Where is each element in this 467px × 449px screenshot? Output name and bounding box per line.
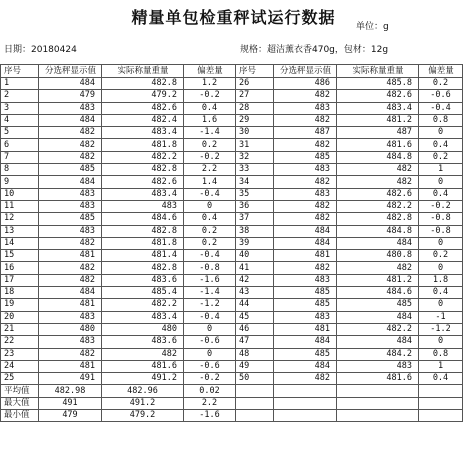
empty-cell (419, 397, 463, 409)
actual-weight-cell: 482.6 (337, 188, 419, 200)
actual-weight-cell: 481.8 (102, 237, 184, 249)
deviation-cell: -1.4 (184, 127, 236, 139)
seq-cell: 11 (1, 200, 39, 212)
deviation-cell: -0.4 (184, 250, 236, 262)
table-row (1, 90, 463, 102)
display-value-cell: 485 (274, 299, 337, 311)
empty-cell (274, 397, 337, 409)
table-row (1, 127, 463, 139)
actual-weight-cell: 484.8 (337, 151, 419, 163)
table-row (1, 250, 463, 262)
deviation-cell: 0.2 (419, 250, 463, 262)
display-value-cell: 486 (274, 78, 337, 90)
actual-weight-cell: 482.6 (337, 90, 419, 102)
table-row (1, 102, 463, 114)
display-value-cell: 481 (39, 299, 102, 311)
deviation-cell: -0.2 (184, 373, 236, 385)
summary-display-value: 482.98 (39, 385, 102, 397)
display-value-cell: 483 (274, 102, 337, 114)
seq-cell: 17 (1, 274, 39, 286)
actual-weight-cell: 483.4 (102, 188, 184, 200)
deviation-cell: 0.2 (419, 78, 463, 90)
deviation-cell: -0.8 (419, 225, 463, 237)
display-value-cell: 483 (39, 102, 102, 114)
summary-deviation: -1.6 (184, 410, 236, 422)
table-row (1, 336, 463, 348)
column-header: 偏差量 (184, 65, 236, 78)
empty-cell (236, 410, 274, 422)
seq-cell: 20 (1, 311, 39, 323)
seq-cell: 15 (1, 250, 39, 262)
actual-weight-cell: 481.6 (337, 373, 419, 385)
table-row (1, 225, 463, 237)
seq-cell: 44 (236, 299, 274, 311)
table-row (1, 373, 463, 385)
actual-weight-cell: 480.8 (337, 250, 419, 262)
display-value-cell: 482 (274, 262, 337, 274)
deviation-cell: 0.8 (419, 114, 463, 126)
display-value-cell: 482 (39, 348, 102, 360)
seq-cell: 24 (1, 360, 39, 372)
actual-weight-cell: 481.2 (337, 114, 419, 126)
deviation-cell: 0 (184, 323, 236, 335)
display-value-cell: 483 (39, 200, 102, 212)
display-value-cell: 485 (274, 348, 337, 360)
actual-weight-cell: 482.8 (102, 225, 184, 237)
display-value-cell: 482 (274, 176, 337, 188)
table-row (1, 262, 463, 274)
table-row (1, 311, 463, 323)
deviation-cell: -0.6 (419, 90, 463, 102)
seq-cell: 3 (1, 102, 39, 114)
seq-cell: 13 (1, 225, 39, 237)
display-value-cell: 484 (274, 237, 337, 249)
table-row (1, 139, 463, 151)
deviation-cell: 1.2 (184, 78, 236, 90)
display-value-cell: 483 (274, 274, 337, 286)
display-value-cell: 484 (274, 360, 337, 372)
display-value-cell: 482 (274, 213, 337, 225)
table-row (1, 151, 463, 163)
empty-cell (419, 385, 463, 397)
actual-weight-cell: 482.2 (102, 299, 184, 311)
deviation-cell: 0 (419, 127, 463, 139)
seq-cell: 48 (236, 348, 274, 360)
seq-cell: 2 (1, 90, 39, 102)
summary-actual-weight: 479.2 (102, 410, 184, 422)
seq-cell: 42 (236, 274, 274, 286)
actual-weight-cell: 482.8 (337, 213, 419, 225)
table-row (1, 78, 463, 90)
display-value-cell: 485 (39, 164, 102, 176)
deviation-cell: 0 (419, 176, 463, 188)
summary-actual-weight: 482.96 (102, 385, 184, 397)
table-row (1, 114, 463, 126)
display-value-cell: 491 (39, 373, 102, 385)
actual-weight-cell: 483.4 (337, 102, 419, 114)
deviation-cell: 2.2 (184, 164, 236, 176)
actual-weight-cell: 480 (102, 323, 184, 335)
summary-row (1, 397, 463, 409)
seq-cell: 10 (1, 188, 39, 200)
seq-cell: 31 (236, 139, 274, 151)
seq-cell: 35 (236, 188, 274, 200)
column-header: 序号 (1, 65, 39, 78)
display-value-cell: 482 (39, 237, 102, 249)
actual-weight-cell: 483 (102, 200, 184, 212)
table-row (1, 348, 463, 360)
table-row (1, 213, 463, 225)
seq-cell: 40 (236, 250, 274, 262)
display-value-cell: 482 (39, 274, 102, 286)
actual-weight-cell: 479.2 (102, 90, 184, 102)
summary-label: 平均值 (1, 385, 39, 397)
deviation-cell: -0.4 (184, 188, 236, 200)
table-row (1, 274, 463, 286)
deviation-cell: 0.8 (419, 348, 463, 360)
actual-weight-cell: 482.2 (102, 151, 184, 163)
actual-weight-cell: 482.8 (102, 262, 184, 274)
display-value-cell: 482 (274, 139, 337, 151)
table-row (1, 237, 463, 249)
column-header: 实际称量重量 (337, 65, 419, 78)
seq-cell: 7 (1, 151, 39, 163)
empty-cell (337, 397, 419, 409)
display-value-cell: 483 (39, 188, 102, 200)
deviation-cell: 0.2 (184, 225, 236, 237)
actual-weight-cell: 485.4 (102, 287, 184, 299)
deviation-cell: 0 (184, 348, 236, 360)
display-value-cell: 481 (274, 250, 337, 262)
seq-cell: 37 (236, 213, 274, 225)
seq-cell: 50 (236, 373, 274, 385)
actual-weight-cell: 482 (337, 262, 419, 274)
display-value-cell: 482 (39, 139, 102, 151)
seq-cell: 30 (236, 127, 274, 139)
actual-weight-cell: 484 (337, 336, 419, 348)
seq-cell: 26 (236, 78, 274, 90)
seq-cell: 22 (1, 336, 39, 348)
seq-cell: 45 (236, 311, 274, 323)
display-value-cell: 482 (274, 200, 337, 212)
deviation-cell: 0 (419, 237, 463, 249)
deviation-cell: -0.8 (184, 262, 236, 274)
deviation-cell: -1.2 (419, 323, 463, 335)
actual-weight-cell: 483.6 (102, 274, 184, 286)
seq-cell: 49 (236, 360, 274, 372)
empty-cell (337, 385, 419, 397)
display-value-cell: 483 (39, 311, 102, 323)
seq-cell: 39 (236, 237, 274, 249)
actual-weight-cell: 482 (337, 176, 419, 188)
seq-cell: 28 (236, 102, 274, 114)
deviation-cell: 0.4 (184, 213, 236, 225)
empty-cell (236, 385, 274, 397)
display-value-cell: 482 (39, 127, 102, 139)
display-value-cell: 484 (39, 78, 102, 90)
deviation-cell: 0 (184, 200, 236, 212)
display-value-cell: 484 (274, 225, 337, 237)
seq-cell: 23 (1, 348, 39, 360)
actual-weight-cell: 485.8 (337, 78, 419, 90)
column-header: 分选秤显示值 (39, 65, 102, 78)
empty-cell (274, 410, 337, 422)
display-value-cell: 485 (39, 213, 102, 225)
actual-weight-cell: 483.4 (102, 127, 184, 139)
actual-weight-cell: 481.6 (337, 139, 419, 151)
deviation-cell: 1.4 (184, 176, 236, 188)
title-row (0, 0, 467, 37)
table-row (1, 323, 463, 335)
display-value-cell: 481 (274, 323, 337, 335)
actual-weight-cell: 482.8 (102, 78, 184, 90)
deviation-cell: 1.8 (419, 274, 463, 286)
display-value-cell: 482 (39, 262, 102, 274)
display-value-cell: 484 (39, 176, 102, 188)
display-value-cell: 483 (39, 225, 102, 237)
seq-cell: 8 (1, 164, 39, 176)
actual-weight-cell: 484.6 (102, 213, 184, 225)
actual-weight-cell: 482.2 (337, 200, 419, 212)
actual-weight-cell: 491.2 (102, 373, 184, 385)
deviation-cell: -0.2 (184, 90, 236, 102)
display-value-cell: 481 (39, 360, 102, 372)
empty-cell (236, 397, 274, 409)
actual-weight-cell: 482 (102, 348, 184, 360)
deviation-cell: -0.4 (184, 311, 236, 323)
deviation-cell: 0.4 (419, 373, 463, 385)
deviation-cell: -0.2 (419, 200, 463, 212)
seq-cell: 19 (1, 299, 39, 311)
seq-cell: 16 (1, 262, 39, 274)
deviation-cell: 0.2 (184, 139, 236, 151)
empty-cell (419, 410, 463, 422)
table-row (1, 164, 463, 176)
display-value-cell: 483 (274, 188, 337, 200)
summary-deviation: 2.2 (184, 397, 236, 409)
deviation-cell: 1 (419, 360, 463, 372)
seq-cell: 12 (1, 213, 39, 225)
column-header: 实际称量重量 (102, 65, 184, 78)
display-value-cell: 483 (39, 336, 102, 348)
actual-weight-cell: 482.6 (102, 102, 184, 114)
actual-weight-cell: 482.2 (337, 323, 419, 335)
display-value-cell: 480 (39, 323, 102, 335)
deviation-cell: 0.4 (419, 139, 463, 151)
column-header: 偏差量 (419, 65, 463, 78)
column-header: 分选秤显示值 (274, 65, 337, 78)
deviation-cell: -1.4 (184, 287, 236, 299)
actual-weight-cell: 482 (337, 164, 419, 176)
seq-cell: 9 (1, 176, 39, 188)
table-row (1, 299, 463, 311)
seq-cell: 34 (236, 176, 274, 188)
seq-cell: 27 (236, 90, 274, 102)
summary-row (1, 410, 463, 422)
seq-cell: 14 (1, 237, 39, 249)
display-value-cell: 479 (39, 90, 102, 102)
table-row (1, 200, 463, 212)
display-value-cell: 485 (274, 287, 337, 299)
seq-cell: 32 (236, 151, 274, 163)
table-header-row (1, 65, 463, 78)
display-value-cell: 485 (274, 151, 337, 163)
table-row (1, 360, 463, 372)
display-value-cell: 484 (39, 287, 102, 299)
summary-display-value: 479 (39, 410, 102, 422)
actual-weight-cell: 481.8 (102, 139, 184, 151)
seq-cell: 47 (236, 336, 274, 348)
deviation-cell: -0.4 (419, 102, 463, 114)
deviation-cell: -1.2 (184, 299, 236, 311)
seq-cell: 29 (236, 114, 274, 126)
empty-cell (337, 410, 419, 422)
actual-weight-cell: 481.2 (337, 274, 419, 286)
deviation-cell: 0 (419, 299, 463, 311)
display-value-cell: 481 (39, 250, 102, 262)
deviation-cell: 0.2 (419, 151, 463, 163)
summary-deviation: 0.02 (184, 385, 236, 397)
seq-cell: 46 (236, 323, 274, 335)
deviation-cell: 1 (419, 164, 463, 176)
actual-weight-cell: 481.6 (102, 360, 184, 372)
actual-weight-cell: 482.4 (102, 114, 184, 126)
deviation-cell: 0.4 (184, 102, 236, 114)
actual-weight-cell: 484.6 (337, 287, 419, 299)
deviation-cell: 0 (419, 262, 463, 274)
seq-cell: 38 (236, 225, 274, 237)
date-label: 日期：20180424 (4, 45, 77, 55)
seq-cell: 36 (236, 200, 274, 212)
actual-weight-cell: 481.4 (102, 250, 184, 262)
summary-actual-weight: 491.2 (102, 397, 184, 409)
seq-cell: 43 (236, 287, 274, 299)
deviation-cell: 1.6 (184, 114, 236, 126)
actual-weight-cell: 484 (337, 237, 419, 249)
seq-cell: 6 (1, 139, 39, 151)
display-value-cell: 482 (274, 114, 337, 126)
deviation-cell: -0.8 (419, 213, 463, 225)
deviation-cell: 0.4 (419, 287, 463, 299)
actual-weight-cell: 484.2 (337, 348, 419, 360)
seq-cell: 4 (1, 114, 39, 126)
actual-weight-cell: 487 (337, 127, 419, 139)
summary-display-value: 491 (39, 397, 102, 409)
display-value-cell: 484 (39, 114, 102, 126)
weight-data-table (0, 64, 463, 422)
display-value-cell: 483 (274, 164, 337, 176)
display-value-cell: 484 (274, 336, 337, 348)
seq-cell: 1 (1, 78, 39, 90)
display-value-cell: 482 (274, 90, 337, 102)
summary-label: 最大值 (1, 397, 39, 409)
summary-label: 最小值 (1, 410, 39, 422)
display-value-cell: 487 (274, 127, 337, 139)
seq-cell: 33 (236, 164, 274, 176)
actual-weight-cell: 484.8 (337, 225, 419, 237)
seq-cell: 18 (1, 287, 39, 299)
seq-cell: 25 (1, 373, 39, 385)
column-header: 序号 (236, 65, 274, 78)
deviation-cell: -0.6 (184, 336, 236, 348)
display-value-cell: 482 (39, 151, 102, 163)
actual-weight-cell: 482.8 (102, 164, 184, 176)
display-value-cell: 483 (274, 311, 337, 323)
seq-cell: 21 (1, 323, 39, 335)
actual-weight-cell: 485 (337, 299, 419, 311)
empty-cell (274, 385, 337, 397)
actual-weight-cell: 484 (337, 311, 419, 323)
actual-weight-cell: 483.4 (102, 311, 184, 323)
spec-label: 规格：超洁薰衣香470g，包材：12g (240, 45, 389, 55)
deviation-cell: 0.2 (184, 237, 236, 249)
deviation-cell: -0.2 (184, 151, 236, 163)
actual-weight-cell: 482.6 (102, 176, 184, 188)
deviation-cell: -1.6 (184, 274, 236, 286)
actual-weight-cell: 483 (337, 360, 419, 372)
table-row (1, 287, 463, 299)
table-row (1, 176, 463, 188)
unit-label: 单位：g (356, 22, 389, 32)
deviation-cell: -0.6 (184, 360, 236, 372)
seq-cell: 5 (1, 127, 39, 139)
deviation-cell: -1 (419, 311, 463, 323)
deviation-cell: 0.4 (419, 188, 463, 200)
actual-weight-cell: 483.6 (102, 336, 184, 348)
display-value-cell: 482 (274, 373, 337, 385)
page-title: 精量单包检重秤试运行数据 (131, 8, 336, 27)
seq-cell: 41 (236, 262, 274, 274)
summary-row (1, 385, 463, 397)
deviation-cell: 0 (419, 336, 463, 348)
table-row (1, 188, 463, 200)
